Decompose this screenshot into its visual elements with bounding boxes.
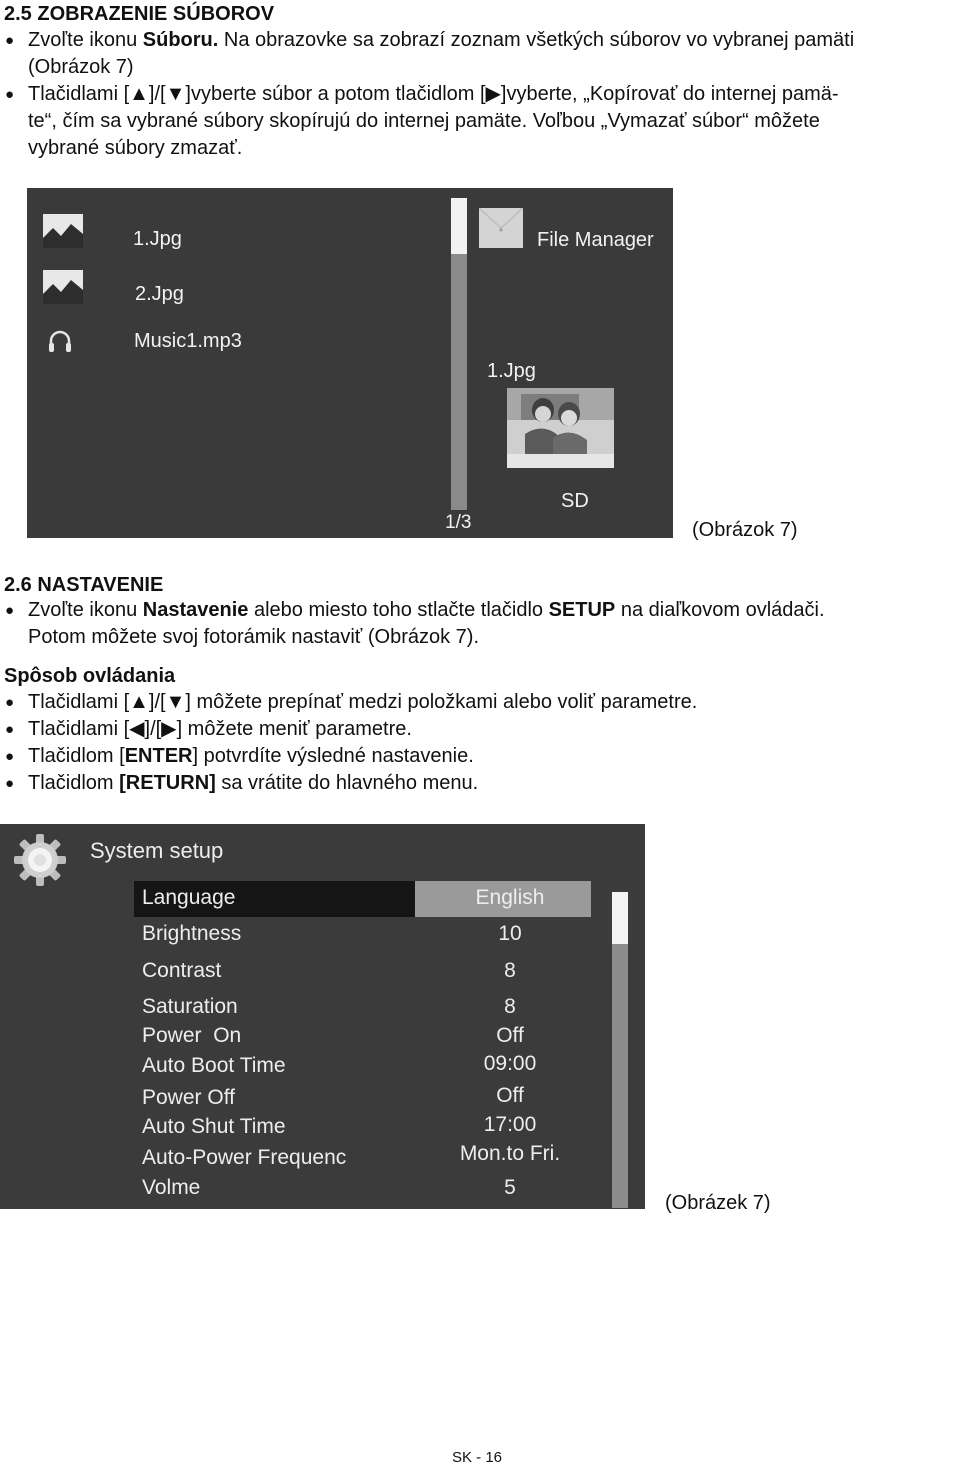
setting-label-language[interactable]: Language — [142, 886, 236, 909]
setting-value-auto-shut-time[interactable]: 17:00 — [483, 1113, 537, 1136]
setting-value-brightness[interactable]: 10 — [498, 922, 522, 945]
scrollbar-thumb[interactable] — [612, 892, 628, 944]
text-run: alebo miesto toho stlačte tlačidlo — [248, 599, 549, 621]
text-run: Zvoľte ikonu — [28, 599, 143, 621]
setting-value-contrast[interactable]: 8 — [504, 959, 516, 982]
setting-label-auto-shut-time[interactable]: Auto Shut Time — [142, 1115, 286, 1138]
text-run: Zvoľte ikonu — [28, 29, 143, 51]
setting-label-auto-boot-time[interactable]: Auto Boot Time — [142, 1054, 286, 1077]
page-indicator: 1/3 — [445, 512, 472, 533]
preview-file-name: 1.Jpg — [487, 360, 536, 382]
text-run: ] potvrdíte výsledné nastavenie. — [192, 745, 474, 767]
file-manager-screenshot — [27, 188, 673, 538]
setting-value-volume[interactable]: 5 — [504, 1176, 516, 1199]
setting-value-power-off[interactable]: Off — [496, 1084, 524, 1107]
setting-label-contrast[interactable]: Contrast — [142, 959, 222, 982]
bullet: ● — [5, 32, 15, 49]
storage-label: SD — [561, 490, 589, 512]
text-run-bold: Súboru. — [142, 29, 219, 51]
photo-preview — [507, 388, 614, 468]
system-setup-screenshot — [0, 824, 645, 1209]
paragraph-line: te“, čím sa vybrané súbory skopírujú do internej pamäte. Voľbou „Vymazať súbor“ môžete — [28, 110, 820, 132]
text-run: Tlačidlom [ — [28, 745, 125, 767]
paragraph-line — [28, 743, 474, 770]
file-name[interactable]: 1.Jpg — [133, 228, 182, 250]
text-run: Tlačidlom — [28, 772, 120, 794]
section-heading-2-5: 2.5 ZOBRAZENIE SÚBOROV — [4, 3, 275, 25]
paragraph-line: Tlačidlami [▲]/[▼] môžete prepínať medzi položkami alebo voliť parametre. — [28, 691, 698, 713]
text-run-bold: [RETURN] — [119, 772, 216, 794]
setting-label-auto-power-frequency[interactable]: Auto-Power Frequenc — [142, 1146, 347, 1169]
image-icon — [43, 214, 83, 248]
subheading: Spôsob ovládania — [4, 665, 176, 687]
text-run-bold: Nastavenie — [142, 599, 249, 621]
paragraph-line — [28, 597, 825, 624]
file-manager-icon — [479, 208, 523, 248]
paragraph-line — [28, 770, 478, 797]
image-icon — [43, 270, 83, 304]
gear-icon — [12, 832, 68, 888]
bullet: ● — [5, 694, 15, 711]
bullet: ● — [5, 748, 15, 765]
text-run: sa vrátite do hlavného menu. — [215, 772, 479, 794]
text-run: Na obrazovke sa zobrazí zoznam všetkých súborov vo vybranej pamäti — [218, 29, 855, 51]
text-run: na diaľkovom ovládači. — [615, 599, 825, 621]
headphones-icon — [47, 328, 73, 354]
setting-value-power-on[interactable]: Off — [496, 1024, 524, 1047]
setting-value-auto-power-frequency[interactable]: Mon.to Fri. — [459, 1142, 561, 1165]
paragraph-line: Tlačidlami [▲]/[▼]vyberte súbor a potom tlačidlom [▶]vyberte, „Kopírovať do internej pamä- — [28, 83, 839, 105]
bullet: ● — [5, 602, 15, 619]
scrollbar-thumb[interactable] — [451, 198, 467, 254]
setting-label-brightness[interactable]: Brightness — [142, 922, 242, 945]
page-number: SK - 16 — [452, 1449, 503, 1466]
setting-value-language[interactable]: English — [475, 886, 545, 909]
file-name[interactable]: 2.Jpg — [135, 283, 184, 305]
text-run-bold: ENTER — [124, 745, 193, 767]
file-name[interactable]: Music1.mp3 — [134, 330, 242, 352]
paragraph-line — [28, 27, 854, 54]
figure-caption: (Obrázek 7) — [665, 1192, 771, 1214]
setting-label-saturation[interactable]: Saturation — [142, 995, 238, 1018]
text-run-bold: SETUP — [548, 599, 616, 621]
file-manager-title: File Manager — [537, 229, 654, 251]
setting-label-power-off[interactable]: Power Off — [142, 1086, 235, 1109]
paragraph-line: (Obrázok 7) — [28, 56, 134, 78]
setting-value-saturation[interactable]: 8 — [504, 995, 516, 1018]
bullet: ● — [5, 775, 15, 792]
bullet: ● — [5, 721, 15, 738]
paragraph-line: Potom môžete svoj fotorámik nastaviť (Obrázok 7). — [28, 626, 479, 648]
setting-label-power-on[interactable]: Power On — [142, 1024, 242, 1047]
paragraph-line: Tlačidlami [◀]/[▶] môžete meniť parametre. — [28, 718, 412, 740]
paragraph-line: vybrané súbory zmazať. — [28, 137, 243, 159]
figure-caption: (Obrázok 7) — [692, 519, 798, 541]
setting-value-auto-boot-time[interactable]: 09:00 — [483, 1052, 537, 1075]
bullet: ● — [5, 86, 15, 103]
setting-label-volume[interactable]: Volme — [142, 1176, 201, 1199]
section-heading-2-6: 2.6 NASTAVENIE — [4, 574, 164, 596]
system-setup-title: System setup — [90, 838, 224, 863]
